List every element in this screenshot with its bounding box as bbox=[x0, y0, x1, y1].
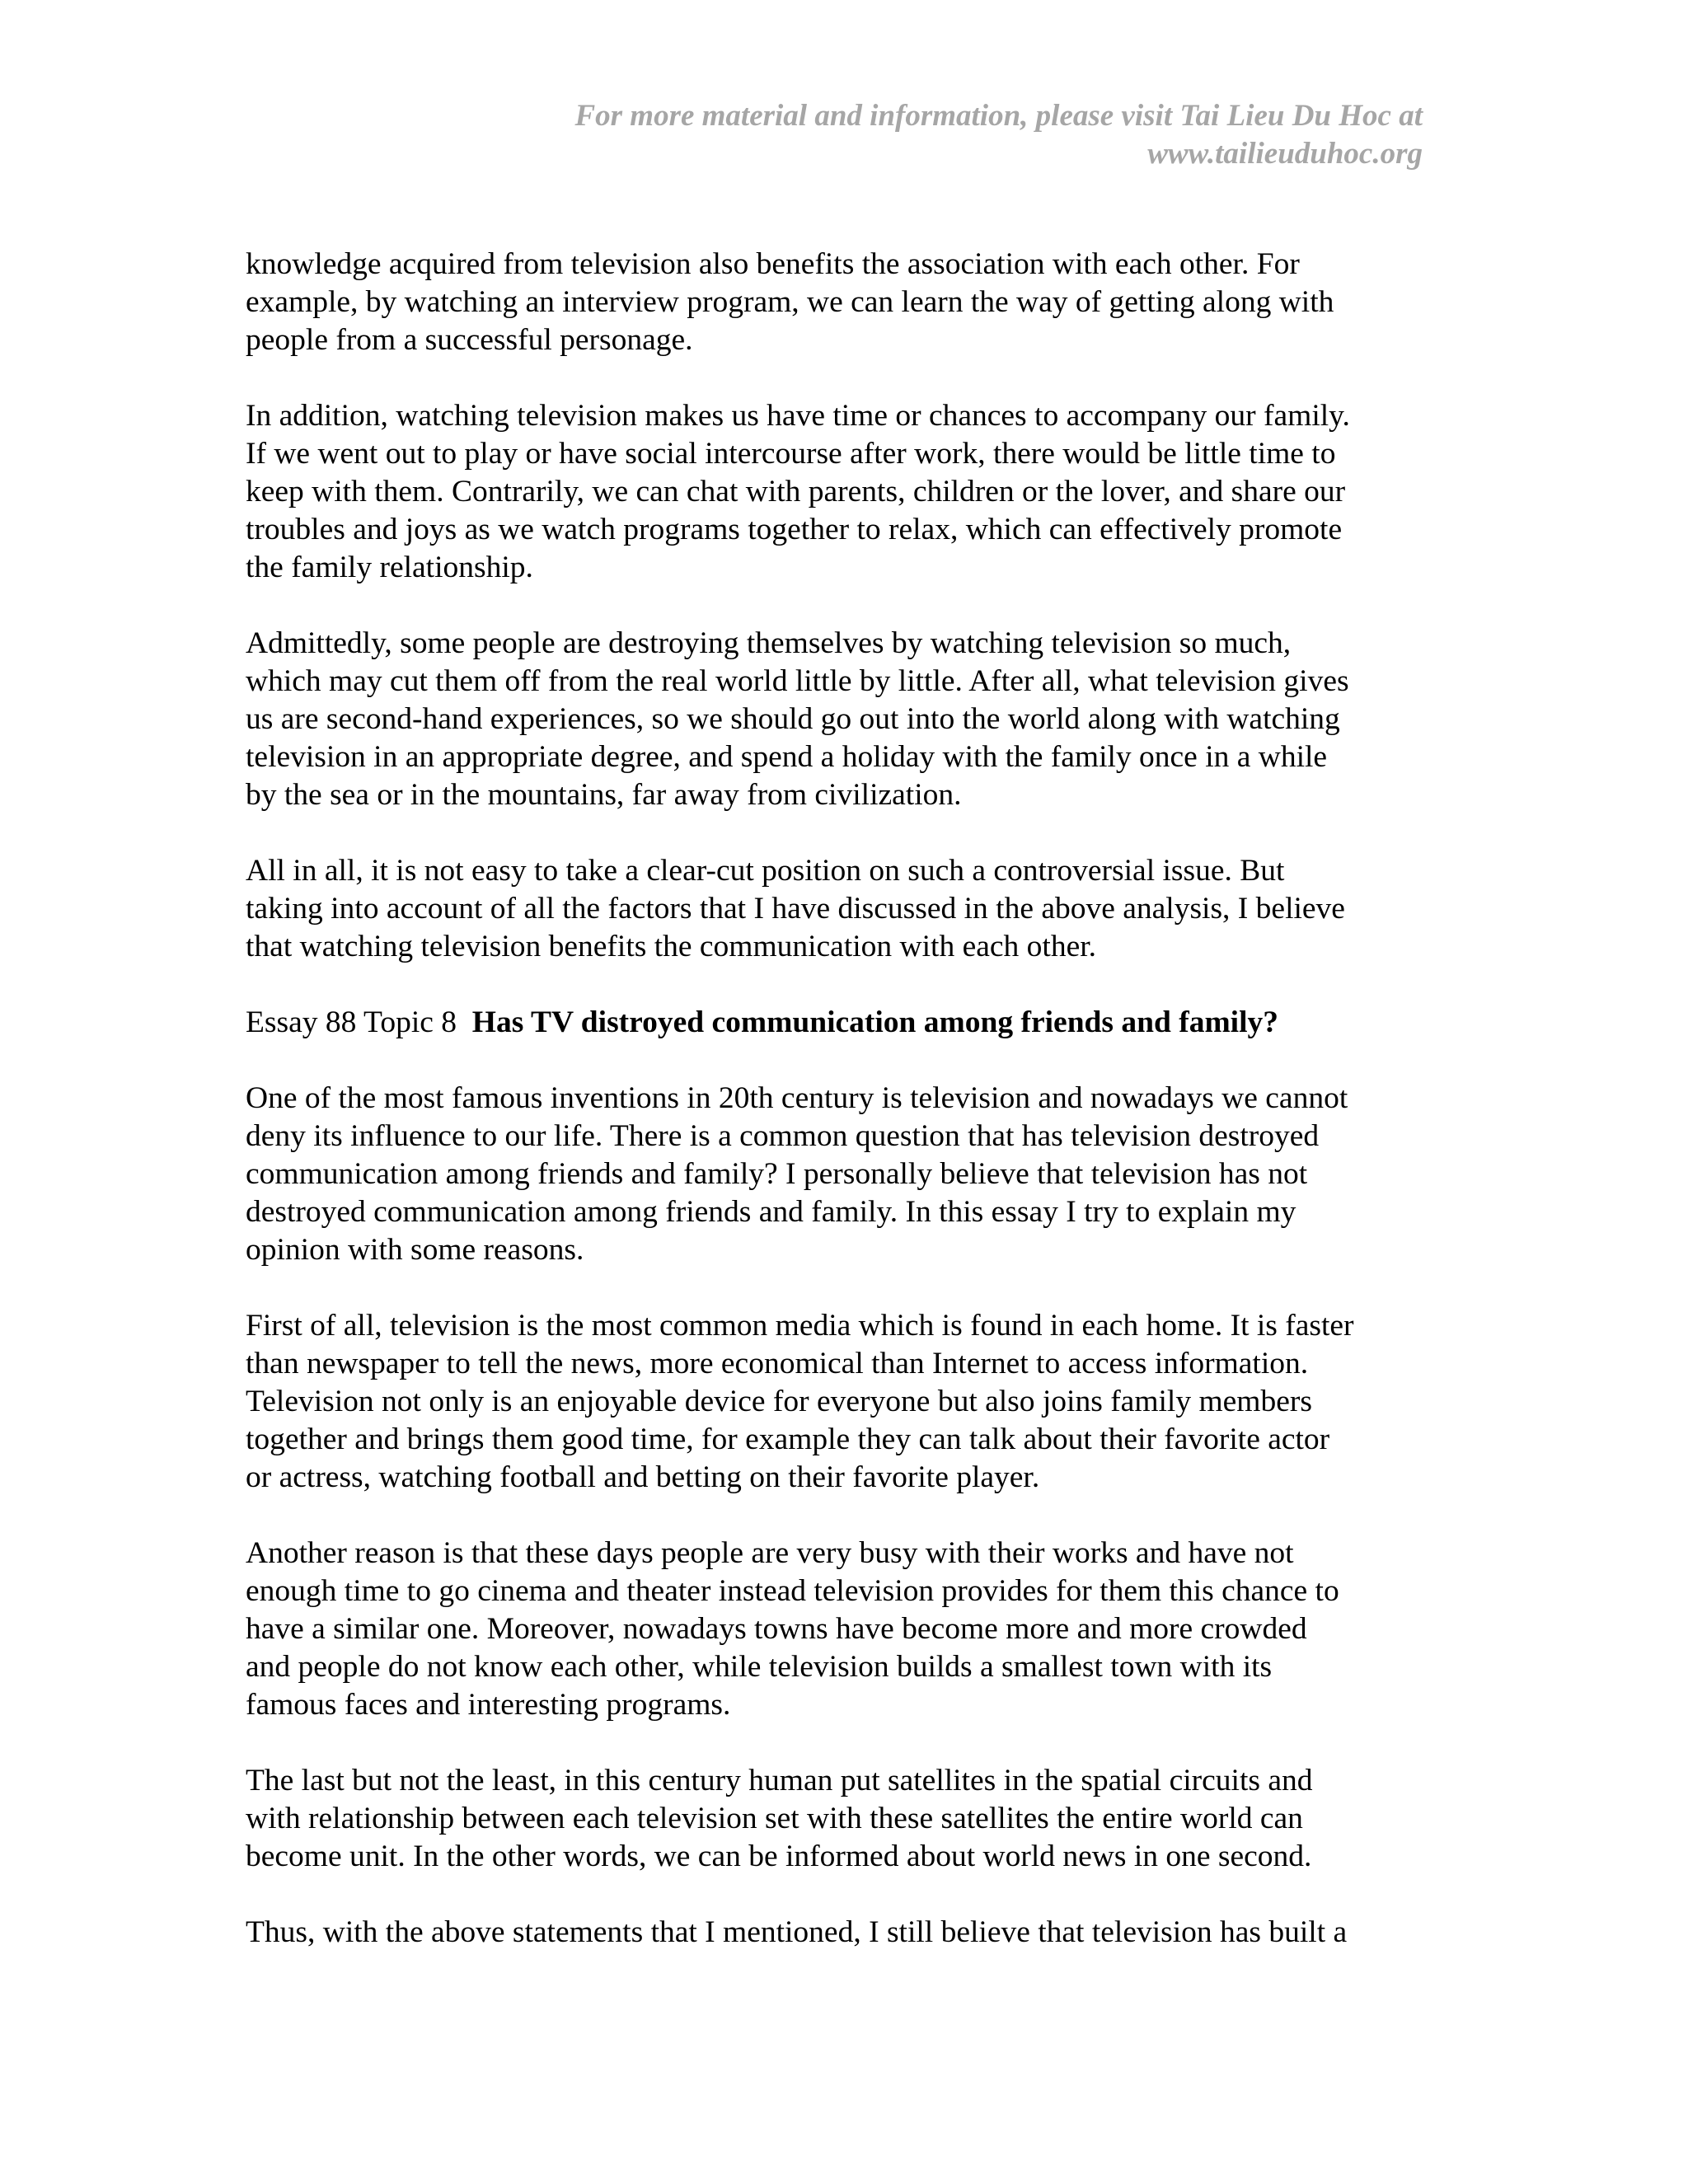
text-line: communication among friends and family? I personally believe that television has not bbox=[246, 1157, 1308, 1191]
header-website: www.tailieuduhoc.org bbox=[1147, 137, 1423, 171]
essay-heading bbox=[246, 1004, 1432, 1042]
page-header bbox=[351, 97, 1423, 173]
essay-label: Essay 88 Topic 8 bbox=[246, 1005, 457, 1039]
text-line: Television not only is an enjoyable device for everyone but also joins family members bbox=[246, 1385, 1312, 1418]
essay-title: Has TV distroyed communication among friends and family? bbox=[471, 1005, 1279, 1039]
text-line: taking into account of all the factors that I have discussed in the above analysis, I believe bbox=[246, 892, 1345, 926]
text-line: the family relationship. bbox=[246, 551, 533, 584]
text-line: knowledge acquired from television also benefits the association with each other. For bbox=[246, 247, 1300, 281]
paragraph bbox=[246, 397, 1432, 587]
text-line: opinion with some reasons. bbox=[246, 1233, 584, 1267]
paragraph bbox=[246, 625, 1432, 814]
text-line: than newspaper to tell the news, more economical than Internet to access information. bbox=[246, 1347, 1309, 1380]
text-line: In addition, watching television makes us have time or chances to accompany our family. bbox=[246, 399, 1350, 433]
text-line: Admittedly, some people are destroying themselves by watching television so much, bbox=[246, 626, 1292, 660]
text-line: have a similar one. Moreover, nowadays towns have become more and more crowded bbox=[246, 1612, 1307, 1646]
paragraph bbox=[246, 852, 1432, 966]
text-line: by the sea or in the mountains, far away from civilization. bbox=[246, 778, 962, 812]
paragraph bbox=[246, 1307, 1432, 1497]
text-line: or actress, watching football and betting on their favorite player. bbox=[246, 1460, 1040, 1494]
text-line: troubles and joys as we watch programs together to relax, which can effectively promote bbox=[246, 513, 1343, 546]
paragraph bbox=[246, 1535, 1432, 1724]
text-line: Thus, with the above statements that I mentioned, I still believe that television has built a bbox=[246, 1915, 1348, 1949]
paragraph bbox=[246, 1080, 1432, 1269]
text-line: The last but not the least, in this century human put satellites in the spatial circuits and bbox=[246, 1764, 1313, 1797]
text-line: become unit. In the other words, we can be informed about world news in one second. bbox=[246, 1840, 1312, 1873]
text-line: us are second-hand experiences, so we should go out into the world along with watching bbox=[246, 702, 1340, 736]
text-line: deny its influence to our life. There is a common question that has television destroyed bbox=[246, 1119, 1320, 1153]
paragraph bbox=[246, 1914, 1432, 1952]
text-line: together and brings them good time, for example they can talk about their favorite actor bbox=[246, 1422, 1330, 1456]
text-line: destroyed communication among friends and family. In this essay I try to explain my bbox=[246, 1195, 1296, 1229]
text-line: famous faces and interesting programs. bbox=[246, 1688, 731, 1722]
text-line: people from a successful personage. bbox=[246, 323, 693, 357]
paragraph bbox=[246, 1762, 1432, 1876]
document-body bbox=[246, 246, 1432, 1990]
text-line: Another reason is that these days people are very busy with their works and have not bbox=[246, 1536, 1294, 1570]
text-line: which may cut them off from the real world little by little. After all, what television gives bbox=[246, 664, 1349, 698]
text-line: One of the most famous inventions in 20th century is television and nowadays we cannot bbox=[246, 1081, 1348, 1115]
text-line: with relationship between each television set with these satellites the entire world can bbox=[246, 1802, 1303, 1835]
text-line: All in all, it is not easy to take a clear-cut position on such a controversial issue. But bbox=[246, 854, 1285, 888]
text-line: First of all, television is the most common media which is found in each home. It is faster bbox=[246, 1309, 1354, 1343]
text-line: enough time to go cinema and theater instead television provides for them this chance to bbox=[246, 1574, 1339, 1608]
text-line: television in an appropriate degree, and spend a holiday with the family once in a while bbox=[246, 740, 1328, 774]
paragraph bbox=[246, 246, 1432, 359]
text-line: keep with them. Contrarily, we can chat with parents, children or the lover, and share our bbox=[246, 475, 1346, 509]
text-line: If we went out to play or have social intercourse after work, there would be little time to bbox=[246, 437, 1336, 471]
text-line: and people do not know each other, while television builds a smallest town with its bbox=[246, 1650, 1273, 1684]
text-line: that watching television benefits the communication with each other. bbox=[246, 930, 1097, 963]
header-line-1: For more material and information, please visit Tai Lieu Du Hoc at bbox=[574, 99, 1423, 133]
text-line: example, by watching an interview program, we can learn the way of getting along with bbox=[246, 285, 1334, 319]
